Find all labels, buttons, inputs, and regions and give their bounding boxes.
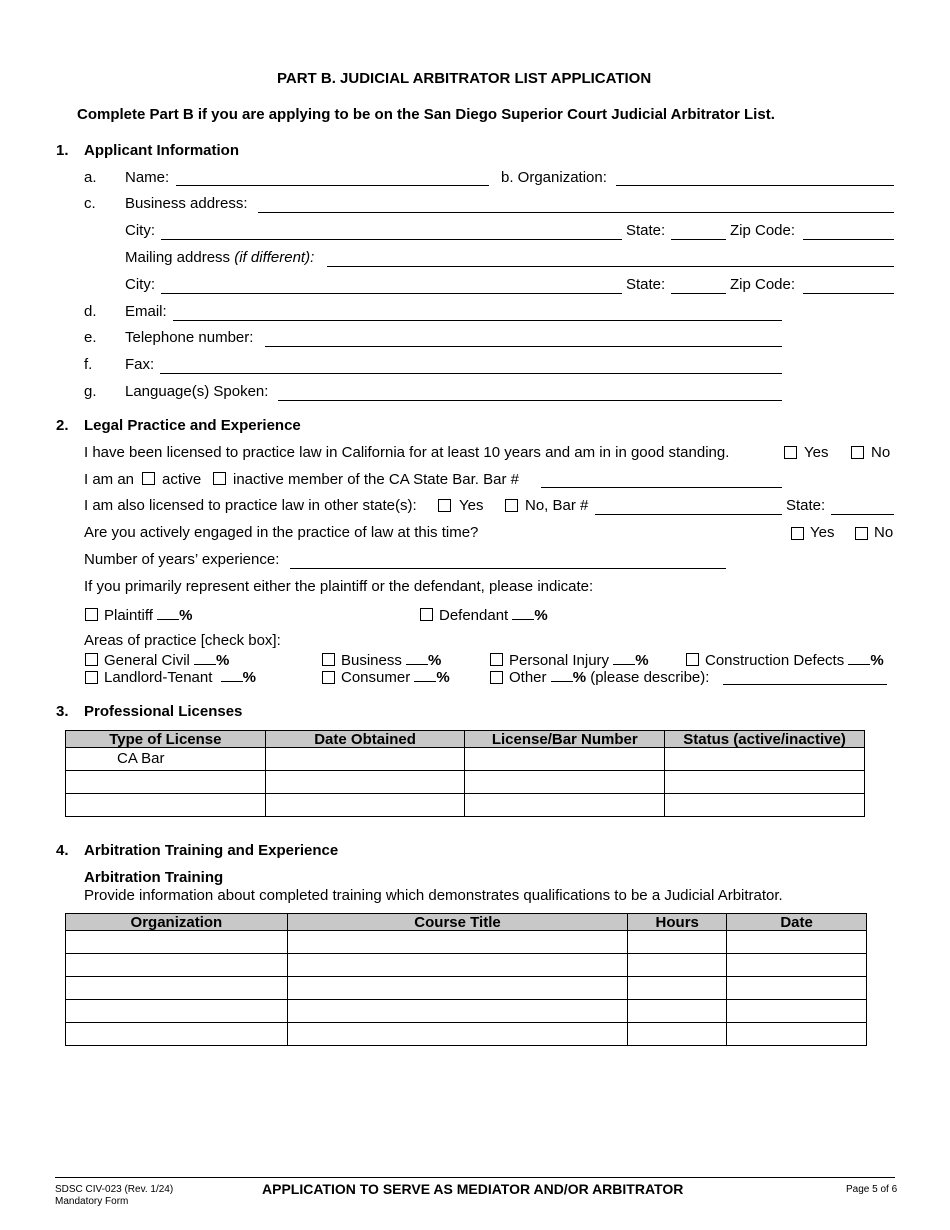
defendant-percent-field[interactable] [512,605,534,620]
describe-label: (please describe): [590,669,710,686]
other-states-no-checkbox[interactable] [505,499,518,512]
training-header-row [66,914,867,931]
defendant-percent-sign: % [534,607,548,624]
table-cell[interactable] [265,794,465,817]
consumer-percent-field[interactable] [414,667,436,682]
table-cell[interactable] [628,977,727,1000]
other-area-percent-sign: % [572,669,587,686]
table-cell[interactable] [628,1023,727,1046]
city-label: City: [125,222,155,239]
item-c: c. [84,195,96,212]
city-field[interactable] [161,223,622,240]
plaintiff-percent-field[interactable] [157,605,179,620]
table-cell[interactable] [727,931,867,954]
licensed-yes-label: Yes [804,444,829,461]
col-license-number: License/Bar Number [465,731,665,748]
item-d: d. [84,303,97,320]
table-cell[interactable] [66,794,266,817]
state-field[interactable] [671,223,726,240]
footer-form-id: SDSC CIV-023 (Rev. 1/24) [55,1184,174,1195]
fax-field[interactable] [160,357,782,374]
section-2-number: 2. [56,417,69,434]
other-states-yes-label: Yes [459,497,484,514]
table-cell[interactable] [287,977,628,1000]
col-course-title: Course Title [287,914,628,931]
years-experience-field[interactable] [290,552,726,569]
col-hours: Hours [628,914,727,931]
table-row [66,954,867,977]
col-organization: Organization [66,914,288,931]
table-cell[interactable] [727,1000,867,1023]
page-title: PART B. JUDICIAL ARBITRATOR LIST APPLICATION [277,70,652,87]
table-row [66,977,867,1000]
training-subheading: Arbitration Training [84,869,224,886]
years-experience-label: Number of years’ experience: [84,551,280,568]
business-percent-field[interactable] [406,650,428,665]
email-field[interactable] [173,304,782,321]
other-states-question: I am also licensed to practice law in other state(s): [84,497,417,514]
licenses-header-row [66,731,865,748]
mailing-note: (if different): [234,249,315,266]
name-field[interactable] [176,169,489,186]
other-area-describe-field[interactable] [723,668,887,685]
landlord-tenant-item [104,667,256,687]
personal-injury-percent-sign: % [635,652,649,669]
table-cell[interactable] [628,954,727,977]
table-cell[interactable] [287,954,628,977]
active-member-checkbox[interactable] [142,472,155,485]
languages-label: Language(s) Spoken: [125,383,269,400]
training-table [65,913,867,1046]
engaged-question: Are you actively engaged in the practice of law at this time? [84,524,479,541]
table-row [66,794,865,817]
zip-label: Zip Code: [730,222,796,239]
table-cell[interactable] [465,748,665,771]
areas-label: Areas of practice [check box]: [84,632,281,649]
table-cell[interactable] [727,977,867,1000]
col-status: Status (active/inactive) [665,731,865,748]
col-date-obtained: Date Obtained [265,731,465,748]
consumer-label: Consumer [341,669,411,686]
consumer-item [341,667,450,687]
item-g: g. [84,383,97,400]
footer-title: APPLICATION TO SERVE AS MEDIATOR AND/OR ARBITRATOR [262,1181,684,1197]
landlord-tenant-checkbox[interactable] [85,671,98,684]
plaintiff-checkbox[interactable] [85,608,98,621]
section-3-number: 3. [56,703,69,720]
mailing-address-label [125,249,314,267]
table-cell[interactable] [287,1023,628,1046]
item-a: a. [84,169,97,186]
other-area-checkbox[interactable] [490,671,503,684]
table-row [66,1023,867,1046]
member-prefix: I am an [84,471,135,488]
table-cell[interactable] [665,771,865,794]
item-f: f. [84,356,93,373]
consumer-percent-sign: % [436,669,450,686]
fax-label: Fax: [125,356,155,373]
table-cell[interactable] [665,794,865,817]
table-cell[interactable] [265,748,465,771]
table-cell[interactable] [265,771,465,794]
plaintiff-label: Plaintiff [104,607,153,624]
other-area-percent-field[interactable] [551,667,573,682]
section-4-heading: Arbitration Training and Experience [84,842,339,859]
col-type-of-license: Type of License [66,731,266,748]
plaintiff-percent-sign: % [179,607,193,624]
table-cell[interactable] [287,931,628,954]
mailing-city-label: City: [125,276,155,293]
business-checkbox[interactable] [322,653,335,666]
mailing-city-field[interactable] [161,277,622,294]
table-cell[interactable] [66,954,288,977]
table-cell[interactable] [628,931,727,954]
defendant-label: Defendant [439,607,509,624]
mailing-state-field[interactable] [671,277,726,294]
business-address-field[interactable] [258,196,894,213]
mailing-address-field[interactable] [327,250,894,267]
section-4-number: 4. [56,842,69,859]
table-cell[interactable] [287,1000,628,1023]
training-description: Provide information about completed training which demonstrates qualifications to be a Judicial Arbitrator. [84,887,783,904]
mailing-state-label: State: [626,276,666,293]
email-label: Email: [125,303,167,320]
name-label: Name: [125,169,170,186]
construction-defects-percent-field[interactable] [848,650,870,665]
personal-injury-label: Personal Injury [509,652,610,669]
other-area-item [509,667,709,687]
business-address-label: Business address: [125,195,248,212]
organization-field[interactable] [616,169,894,186]
item-e: e. [84,329,97,346]
section-1-number: 1. [56,142,69,159]
license-type-cell: CA Bar [66,748,266,771]
table-cell[interactable] [727,1023,867,1046]
table-cell[interactable] [465,794,665,817]
table-cell[interactable] [465,771,665,794]
engaged-yes-label: Yes [810,524,835,541]
languages-field[interactable] [278,384,782,401]
construction-defects-item [705,650,884,670]
engaged-yes-checkbox[interactable] [791,527,804,540]
mailing-zip-label: Zip Code: [730,276,796,293]
table-cell[interactable] [727,954,867,977]
inactive-member-checkbox[interactable] [213,472,226,485]
intro-text: Complete Part B if you are applying to be on the San Diego Superior Court Judicial Arbitrator List. [77,106,775,123]
telephone-label: Telephone number: [125,329,254,346]
landlord-tenant-percent-sign: % [242,669,256,686]
organization-label: b. Organization: [501,169,607,186]
table-cell[interactable] [66,1023,288,1046]
engaged-no-label: No [874,524,894,541]
other-area-label: Other [509,669,547,686]
general-civil-label: General Civil [104,652,190,669]
other-states-no-bar-label: No, Bar # [525,497,589,514]
table-cell[interactable] [66,771,266,794]
table-cell[interactable] [665,748,865,771]
personal-injury-checkbox[interactable] [490,653,503,666]
inactive-label: inactive member of the CA State Bar. Bar # [233,471,519,488]
business-label: Business [341,652,402,669]
section-2-heading: Legal Practice and Experience [84,417,301,434]
construction-defects-checkbox[interactable] [686,653,699,666]
telephone-field[interactable] [265,330,782,347]
licensed-no-checkbox[interactable] [851,446,864,459]
other-bar-number-field[interactable] [595,498,782,515]
licensed-question: I have been licensed to practice law in California for at least 10 years and am in in good standing. [84,444,730,461]
landlord-tenant-percent-field[interactable] [221,667,243,682]
table-row [66,748,865,771]
licensed-no-label: No [871,444,891,461]
represent-question: If you primarily represent either the plaintiff or the defendant, please indicate: [84,578,594,595]
licensed-yes-checkbox[interactable] [784,446,797,459]
personal-injury-percent-field[interactable] [613,650,635,665]
construction-defects-label: Construction Defects [705,652,845,669]
business-percent-sign: % [428,652,442,669]
engaged-no-checkbox[interactable] [855,527,868,540]
construction-defects-percent-sign: % [870,652,884,669]
table-row [66,771,865,794]
active-label: active [162,471,202,488]
mailing-zip-field[interactable] [803,277,894,294]
table-row [66,931,867,954]
landlord-tenant-label: Landlord-Tenant [104,669,213,686]
footer-page-number: Page 5 of 6 [846,1184,898,1195]
section-3-heading: Professional Licenses [84,703,243,720]
plaintiff-item [104,605,192,625]
state-label: State: [626,222,666,239]
consumer-checkbox[interactable] [322,671,335,684]
table-cell[interactable] [66,931,288,954]
licenses-table [65,730,865,817]
general-civil-percent-field[interactable] [194,650,216,665]
mailing-label-text: Mailing address [125,249,231,266]
defendant-item [439,605,548,625]
general-civil-checkbox[interactable] [85,653,98,666]
bar-number-field[interactable] [541,471,782,488]
other-state-label: State: [786,497,826,514]
table-cell[interactable] [66,977,288,1000]
table-cell[interactable] [66,1000,288,1023]
col-date: Date [727,914,867,931]
zip-field[interactable] [803,223,894,240]
footer-mandatory: Mandatory Form [55,1196,129,1207]
general-civil-percent-sign: % [216,652,230,669]
table-cell[interactable] [628,1000,727,1023]
section-1-heading: Applicant Information [84,142,239,159]
other-states-yes-checkbox[interactable] [438,499,451,512]
defendant-checkbox[interactable] [420,608,433,621]
footer-divider [55,1177,895,1178]
table-row [66,1000,867,1023]
other-state-field[interactable] [831,498,894,515]
